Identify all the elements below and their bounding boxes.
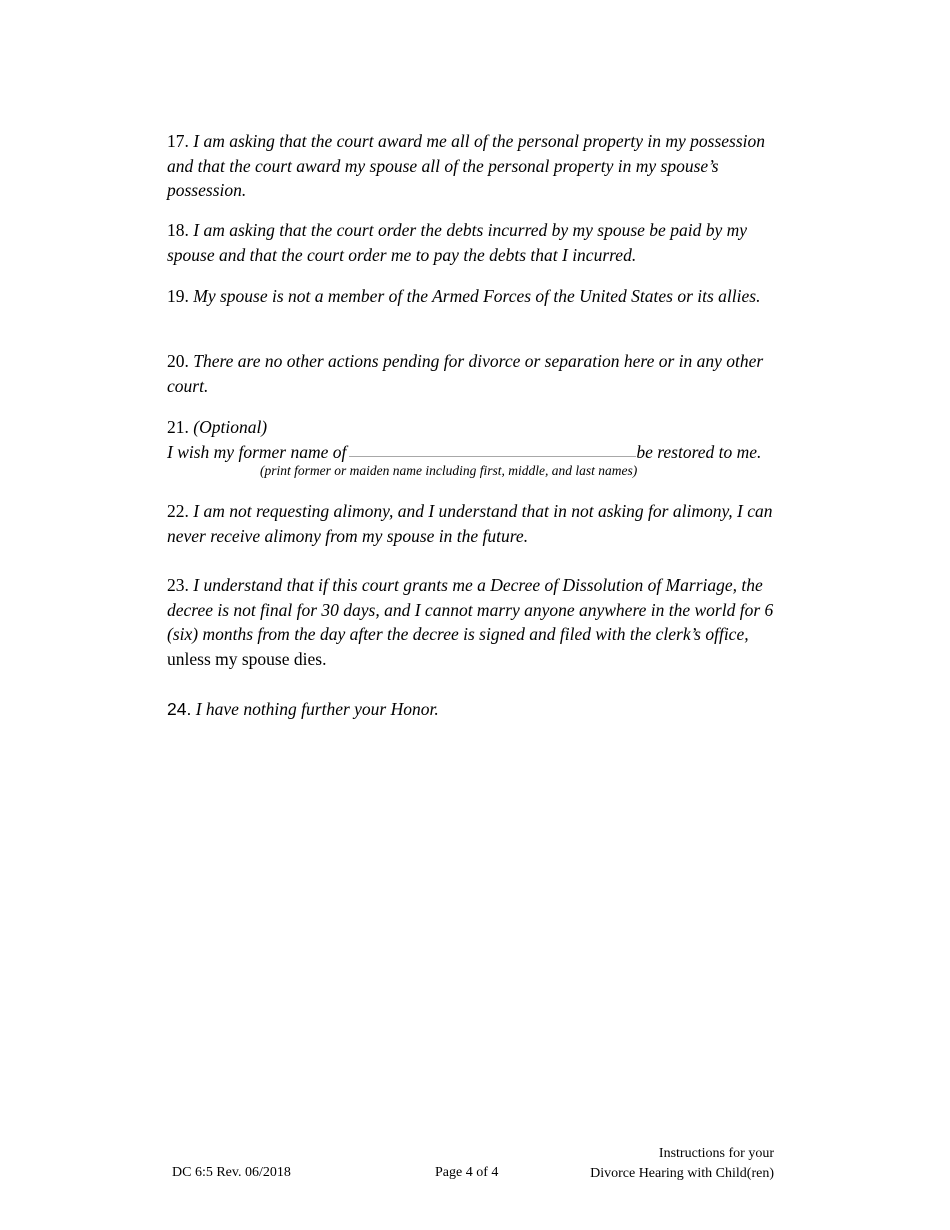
paragraph-17 [167, 129, 792, 203]
footer-page-number: Page 4 of 4 [435, 1165, 499, 1180]
paragraph-20 [167, 349, 792, 398]
paragraph-text: My spouse is not a member of the Armed Forces of the United States or its allies. [193, 286, 761, 306]
paragraph-number: 21. [167, 417, 189, 437]
footer-document-title [590, 1144, 774, 1184]
paragraph-text-italic: I understand that if this court grants me a Decree of Dissolution of Marriage, the decree is not final for 30 days, and I cannot marry anyone anywhere in the world for 6 (six) months from the day after the decree is signed and filed with the clerk’s office, [167, 575, 774, 644]
paragraph-number: 17. [167, 131, 189, 151]
footer-title-line2: Divorce Hearing with Child(ren) [590, 1166, 774, 1181]
paragraph-19 [167, 284, 792, 309]
optional-label: (Optional) [193, 417, 268, 437]
paragraph-18 [167, 218, 792, 267]
paragraph-number: 23. [167, 575, 189, 595]
footer-title-line1: Instructions for your [658, 1146, 774, 1161]
former-name-blank-field[interactable] [349, 442, 636, 457]
paragraph-21 [167, 415, 792, 480]
paragraph-number: 24. [167, 699, 192, 719]
paragraph-number: 18. [167, 220, 189, 240]
paragraph-text: There are no other actions pending for divorce or separation here or in any other court. [167, 351, 764, 396]
former-name-line [167, 440, 792, 465]
paragraph-text: I am not requesting alimony, and I understand that in not asking for alimony, I can never receive alimony from my spouse in the future. [167, 501, 773, 546]
optional-line [167, 415, 792, 440]
paragraph-text: I am asking that the court order the debts incurred by my spouse be paid by my spouse and that the court order me to pay the debts that I incurred. [167, 220, 747, 265]
paragraph-number: 22. [167, 501, 189, 521]
paragraph-number: 20. [167, 351, 189, 371]
paragraph-number: 19. [167, 286, 189, 306]
paragraph-text-plain: unless my spouse dies. [167, 648, 327, 669]
former-name-caption: (print former or maiden name including first, middle, and last names) [260, 463, 638, 478]
former-name-text-after: be restored to me. [636, 441, 762, 462]
paragraph-24 [167, 697, 792, 722]
paragraph-22 [167, 499, 792, 548]
footer-form-number: DC 6:5 Rev. 06/2018 [172, 1165, 291, 1180]
former-name-text-before: I wish my former name of [167, 441, 347, 462]
paragraph-text: I have nothing further your Honor. [195, 699, 439, 719]
paragraph-text: I am asking that the court award me all of the personal property in my possession and that the court award my spouse all of the personal property in my spouse’s possession. [167, 131, 766, 200]
paragraph-23 [167, 573, 792, 671]
